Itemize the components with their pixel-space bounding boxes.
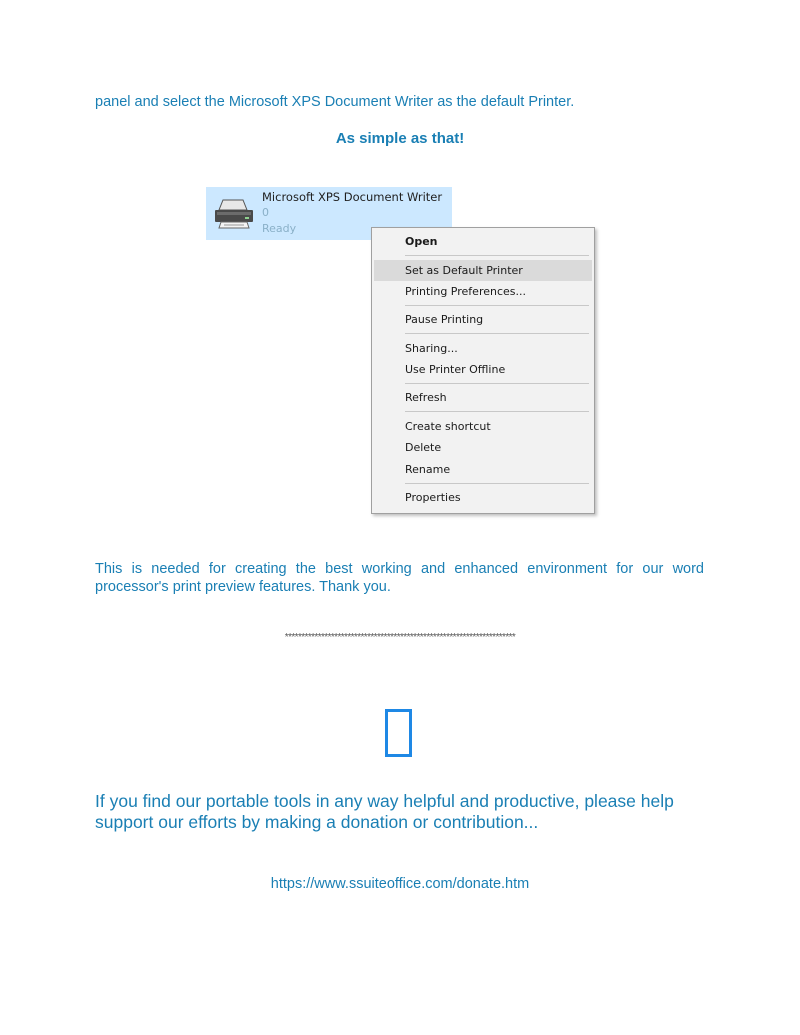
menu-separator xyxy=(405,411,589,412)
separator-line: ********************************************************************** xyxy=(284,632,516,643)
donate-paragraph: If you find our portable tools in any way helpful and productive, please help support our efforts by making a donation or contribution... xyxy=(95,791,674,832)
menu-item-printing-preferences[interactable]: Printing Preferences... xyxy=(405,285,526,298)
context-menu xyxy=(371,227,595,514)
donate-link[interactable]: https://www.ssuiteoffice.com/donate.htm xyxy=(270,876,530,892)
missing-glyph-icon xyxy=(385,709,412,757)
simple-heading: As simple as that! xyxy=(335,130,465,147)
menu-item-use-printer-offline[interactable]: Use Printer Offline xyxy=(405,363,506,376)
menu-separator xyxy=(405,333,589,334)
needed-paragraph: This is needed for creating the best working and enhanced environment for our word processor's print preview features. Thank you. xyxy=(95,561,704,595)
menu-item-rename[interactable]: Rename xyxy=(405,463,451,476)
menu-separator xyxy=(405,383,589,384)
printer-job-count: 0 xyxy=(262,206,269,219)
menu-separator xyxy=(405,255,589,256)
menu-item-set-default-printer[interactable]: Set as Default Printer xyxy=(374,260,592,281)
menu-item-create-shortcut[interactable]: Create shortcut xyxy=(405,420,491,433)
menu-item-open[interactable]: Open xyxy=(405,235,438,248)
menu-separator xyxy=(405,305,589,306)
menu-item-pause-printing[interactable]: Pause Printing xyxy=(405,313,484,326)
menu-item-properties[interactable]: Properties xyxy=(405,491,461,504)
menu-item-sharing[interactable]: Sharing... xyxy=(405,342,458,355)
intro-paragraph: panel and select the Microsoft XPS Document Writer as the default Printer. xyxy=(95,94,575,110)
printer-name: Microsoft XPS Document Writer xyxy=(262,190,443,204)
printer-icon xyxy=(213,198,255,230)
menu-item-refresh[interactable]: Refresh xyxy=(405,391,447,404)
menu-separator xyxy=(405,483,589,484)
menu-item-delete[interactable]: Delete xyxy=(405,441,442,454)
printer-status: Ready xyxy=(262,222,297,235)
